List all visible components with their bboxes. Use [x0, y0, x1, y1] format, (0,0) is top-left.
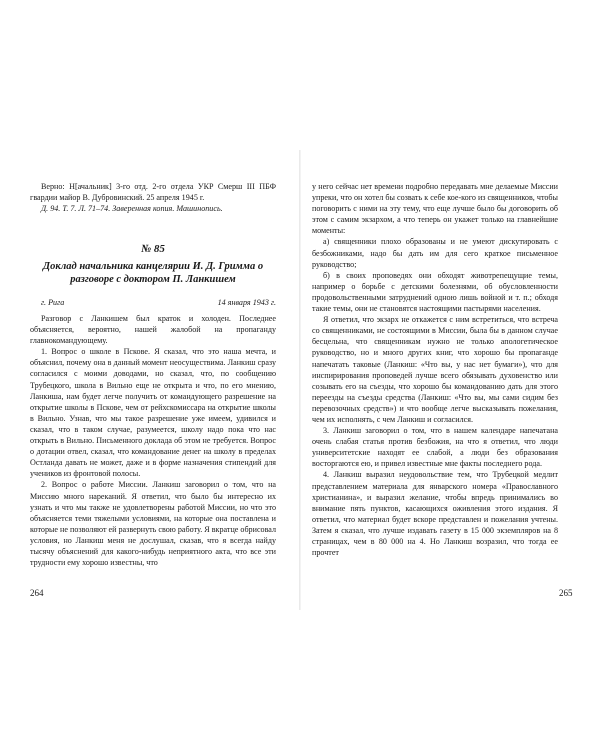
- paragraph: 1. Вопрос о школе в Пскове. Я сказал, что это наша мечта, и объяснил, почему она в данный момент неосуществима. Ланкиш сразу согласился с моими доводами, но сказал, что, по сообщению Трубецкого, школа в Вильно еще не открыта и что, по его мнению, Ланкиша, нам будет легче получить от командующего разрешение на открытие школы в Пскове, чем от рейхскомиссара на открытие школы в Вильно. Узнав, что мы такое разрешение уже имеем, удивился и сказал, что в таком случае, разумеется, школу надо пока что нас открыть в Вильно. Письменного доклада об этом не требуется. Вопрос о дотации отвел, сказал, что командование денег на школу в пределах Остланда давать не может, даже и в форме назначения стипендий для учеников из фронтовой полосы.: [30, 347, 276, 479]
- document-title: Доклад начальника канцелярии И. Д. Гримма о разговоре с доктором П. Ланкишем: [42, 261, 264, 285]
- document-date: 14 января 1943 г.: [217, 298, 276, 307]
- page-number-left: 264: [30, 588, 44, 598]
- paragraph: 4. Ланкиш выразил неудовольствие тем, что Трубецкой медлит представлением материала для январского номера «Православного христианина», и выразил желание, чтобы впредь принимались во внимание пять пунктов, касающихся оживления этого издания. Я ответил, что материал будет вскоре представлен и пожелания учтены. Затем я сказал, что лучше издавать газету в 15 000 экземпляров на 8 страницах, чем в 80 000 на 4. Но Ланкиш возразил, что тогда ее прочтет: [312, 470, 558, 558]
- paragraph: 3. Ланкиш заговорил о том, что в нашем календаре напечатана очень слабая статья против безбожия, на что я ответил, что люди университетские находят ее слабой, а люди без образования восторгаются ею, и привел известные мне факты последнего рода.: [312, 426, 558, 469]
- left-body-text: [30, 313, 276, 568]
- right-page: [300, 0, 600, 750]
- document-place: г. Рига: [41, 298, 65, 307]
- archival-source: Д. 94. Т. 7. Л. 71–74. Заверенная копия. Машинопись.: [41, 204, 223, 214]
- paragraph: Я ответил, что экзарх не откажется с ним встретиться, что встреча со священниками, не состоящими в Миссии, была бы в данном случае бесцельна, что священникам нужно не только апологетическое руководство, но и много других книг, что хорошо бы пропаганде напечатать таковые (Ланкиш: «Что вы, у нас нет бумаги»), что для инспирирования проповедей лучше всего обязывать духовенство или созывать его на съезды, что хорошо бы командованию дать для этого переезды на съезды средства (Ланкиш: «Что вы, мы сами сидим без перевозочных средств») и что вообще легче высказывать пожелания, чем их исполнять, с чем Ланкиш и согласился.: [312, 315, 558, 424]
- paragraph: 2. Вопрос о работе Миссии. Ланкиш заговорил о том, что на Миссию много нареканий. Я ответил, что было бы интересно их узнать и что мы также не удовлетворены работой Миссии, но что это объясняется теми тяжелыми условиями, на которые она поставлена и которые не позволяют ей развернуть свою работу. Я вкратце обрисовал условия, но Ланкиш меня не дослушал, сказав, что я всегда найду тысячу объяснений для какого-нибудь неприятного акта, что все эти трудности ему хорошо известны, что: [30, 480, 276, 568]
- document-number: № 85: [141, 243, 165, 255]
- attestation-block: [30, 181, 276, 214]
- paragraph: у него сейчас нет времени подробно передавать мне делаемые Миссии упреки, что он хотел бы созвать к себе кое-кого из священников, чтобы поговорить с ними на эту тему, что еще лучше было бы договорить об этом с самим экзархом, а что теперь он укажет только на главнейшие моменты:: [312, 182, 558, 236]
- page-number-right: 265: [559, 588, 573, 598]
- paragraph: а) священники плохо образованы и не умеют дискутировать с безбожниками, надо бы дать им для сего краткое письменное руководство;: [312, 237, 558, 269]
- right-body-text: [312, 181, 558, 558]
- paragraph: Разговор с Ланкишем был краток и холоден. Последнее объясняется, вероятно, нашей жалобой на пропаганду главнокомандующему.: [30, 314, 276, 346]
- paragraph: б) в своих проповедях они обходят животрепещущие темы, например о борьбе с детскими болезнями, об обусловленности продовольственными затруднений одною лишь войной и т. п.; обходя такие темы, они не становятся настоящими пастырями населения.: [312, 270, 558, 314]
- place-date-line: [30, 298, 276, 307]
- attestation-text: Верно: Н[ачальник] 3-го отд. 2-го отдела УКР Смерш III ПБФ гвардии майор В. Дубровинский. 25 апреля 1945 г.: [30, 182, 276, 203]
